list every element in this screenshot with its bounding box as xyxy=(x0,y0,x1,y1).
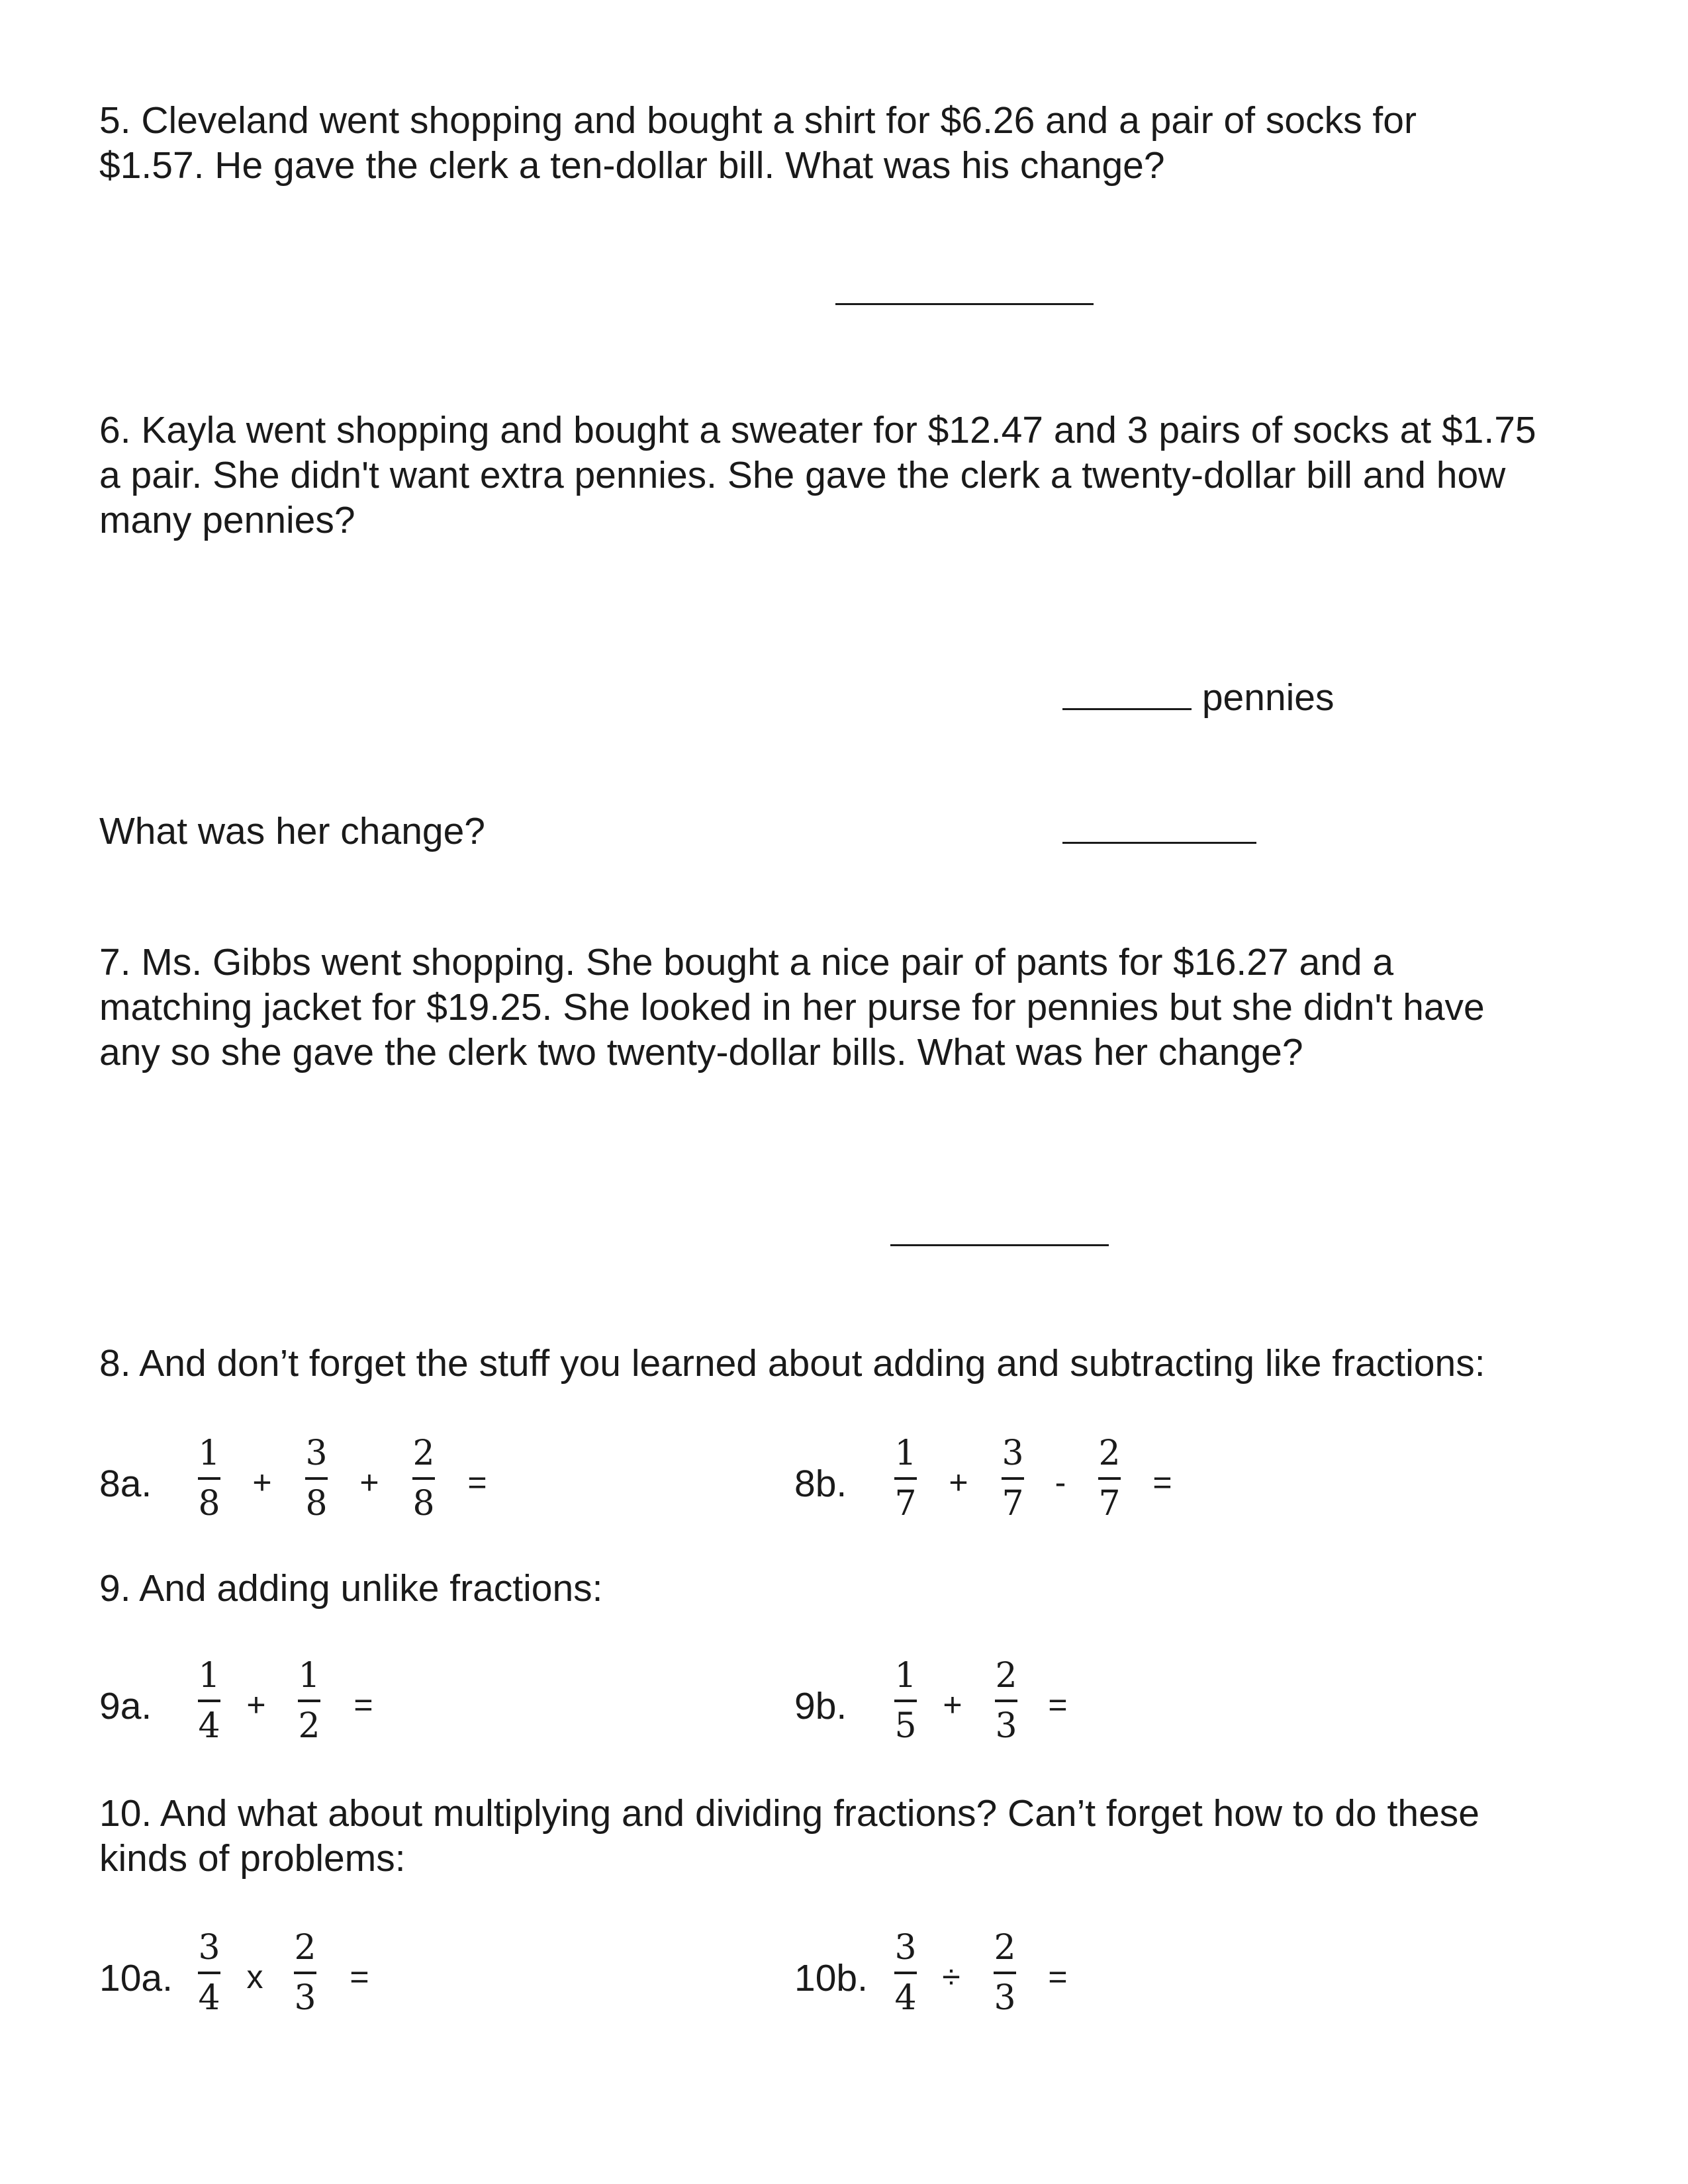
operator-8b-1: + xyxy=(949,1464,968,1501)
question-7 xyxy=(99,940,1589,1075)
fraction-10b-2 xyxy=(985,1928,1025,2018)
question-5 xyxy=(99,98,1589,188)
denominator: 3 xyxy=(294,1978,316,2018)
operator-10b-1: ÷ xyxy=(942,1958,961,1995)
question-6-line-2: a pair. She didn't want extra pennies. She gave the clerk a twenty-dollar bill and how xyxy=(99,454,1506,496)
problem-8a-label: 8a. xyxy=(99,1463,152,1505)
fraction-bar xyxy=(298,1700,320,1702)
numerator: 3 xyxy=(894,1928,917,1968)
denominator: 3 xyxy=(994,1978,1016,2018)
operator-8a-1: + xyxy=(252,1464,272,1501)
equals-10b: = xyxy=(1048,1958,1068,1995)
operator-8b-2: - xyxy=(1055,1464,1066,1501)
fraction-8b-2 xyxy=(993,1433,1033,1524)
numerator: 1 xyxy=(198,1433,220,1473)
question-6-line-3: many pennies? xyxy=(99,499,355,541)
fraction-9b-1 xyxy=(886,1656,925,1746)
numerator: 1 xyxy=(298,1656,320,1696)
fraction-bar xyxy=(198,1700,220,1702)
numerator: 2 xyxy=(994,1928,1016,1968)
operator-8a-2: + xyxy=(359,1464,379,1501)
question-8-heading xyxy=(99,1341,1589,1386)
fraction-10a-2 xyxy=(285,1928,325,2018)
problem-10a-label: 10a. xyxy=(99,1957,173,1999)
question-6 xyxy=(99,408,1589,543)
fraction-bar xyxy=(1002,1477,1024,1480)
answer-blank-6-change[interactable] xyxy=(1062,809,1256,854)
question-9-heading-text: 9. And adding unlike fractions: xyxy=(99,1567,603,1610)
pennies-answer xyxy=(1062,675,1335,720)
problem-8b-label: 8b. xyxy=(794,1463,847,1505)
equals-10a: = xyxy=(350,1958,369,1995)
pennies-label: pennies xyxy=(1201,676,1335,719)
numerator: 1 xyxy=(198,1656,220,1696)
denominator: 4 xyxy=(198,1706,220,1746)
fraction-8b-1 xyxy=(886,1433,925,1524)
fraction-bar xyxy=(894,1700,917,1702)
problem-10b-label: 10b. xyxy=(794,1957,868,1999)
denominator: 4 xyxy=(894,1978,917,2018)
equals-9a: = xyxy=(353,1686,373,1723)
operator-9b-1: + xyxy=(943,1686,962,1723)
fraction-9a-1 xyxy=(189,1656,229,1746)
denominator: 2 xyxy=(298,1706,320,1746)
denominator: 8 xyxy=(412,1484,435,1524)
problem-9a-label: 9a. xyxy=(99,1685,152,1727)
numerator: 2 xyxy=(995,1656,1017,1696)
fraction-10b-1 xyxy=(886,1928,925,2018)
numerator: 3 xyxy=(305,1433,328,1473)
change-question-6: What was her change? xyxy=(99,810,485,852)
question-8-heading-text: 8. And don’t forget the stuff you learned about adding and subtracting like fractions: xyxy=(99,1342,1485,1385)
question-10 xyxy=(99,1791,1589,1881)
denominator: 5 xyxy=(894,1706,917,1746)
problem-9b-label: 9b. xyxy=(794,1685,847,1727)
equals-8b: = xyxy=(1152,1464,1172,1501)
question-5-line-2: $1.57. He gave the clerk a ten-dollar bill. What was his change? xyxy=(99,144,1165,187)
numerator: 3 xyxy=(1002,1433,1024,1473)
fraction-8a-2 xyxy=(297,1433,336,1524)
fraction-bar xyxy=(294,1972,316,1974)
denominator: 3 xyxy=(995,1706,1017,1746)
question-7-line-3: any so she gave the clerk two twenty-dollar bills. What was her change? xyxy=(99,1031,1303,1073)
fraction-8a-3 xyxy=(404,1433,444,1524)
denominator: 8 xyxy=(305,1484,328,1524)
operator-9a-1: + xyxy=(246,1686,266,1723)
fraction-bar xyxy=(412,1477,435,1480)
fraction-bar xyxy=(198,1477,220,1480)
question-5-line-1: 5. Cleveland went shopping and bought a shirt for $6.26 and a pair of socks for xyxy=(99,99,1417,142)
denominator: 7 xyxy=(1098,1484,1121,1524)
fraction-9b-2 xyxy=(986,1656,1026,1746)
denominator: 8 xyxy=(198,1484,220,1524)
denominator: 7 xyxy=(894,1484,917,1524)
fraction-10a-1 xyxy=(189,1928,229,2018)
fraction-bar xyxy=(995,1700,1017,1702)
pennies-blank[interactable] xyxy=(1062,708,1192,710)
answer-blank-7[interactable] xyxy=(890,1211,1109,1256)
fraction-bar xyxy=(894,1972,917,1974)
fraction-bar xyxy=(305,1477,328,1480)
question-7-line-1: 7. Ms. Gibbs went shopping. She bought a nice pair of pants for $16.27 and a xyxy=(99,941,1394,983)
question-10-line-2: kinds of problems: xyxy=(99,1837,406,1880)
operator-10a-1: x xyxy=(246,1958,263,1995)
fraction-bar xyxy=(198,1972,220,1974)
denominator: 7 xyxy=(1002,1484,1024,1524)
fraction-9a-2 xyxy=(289,1656,329,1746)
question-9-heading xyxy=(99,1566,1589,1611)
question-10-line-1: 10. And what about multiplying and dividing fractions? Can’t forget how to do these xyxy=(99,1792,1479,1835)
denominator: 4 xyxy=(198,1978,220,2018)
numerator: 2 xyxy=(1098,1433,1121,1473)
numerator: 1 xyxy=(894,1433,917,1473)
numerator: 3 xyxy=(198,1928,220,1968)
answer-blank-5[interactable] xyxy=(835,270,1094,315)
numerator: 2 xyxy=(412,1433,435,1473)
fraction-8b-3 xyxy=(1090,1433,1129,1524)
equals-8a: = xyxy=(467,1464,487,1501)
fraction-bar xyxy=(894,1477,917,1480)
question-6-line-1: 6. Kayla went shopping and bought a sweater for $12.47 and 3 pairs of socks at $1.75 xyxy=(99,409,1536,451)
numerator: 2 xyxy=(294,1928,316,1968)
numerator: 1 xyxy=(894,1656,917,1696)
fraction-8a-1 xyxy=(189,1433,229,1524)
question-7-line-2: matching jacket for $19.25. She looked in her purse for pennies but she didn't have xyxy=(99,986,1485,1028)
fraction-bar xyxy=(994,1972,1016,1974)
fraction-bar xyxy=(1098,1477,1121,1480)
equals-9b: = xyxy=(1048,1686,1068,1723)
